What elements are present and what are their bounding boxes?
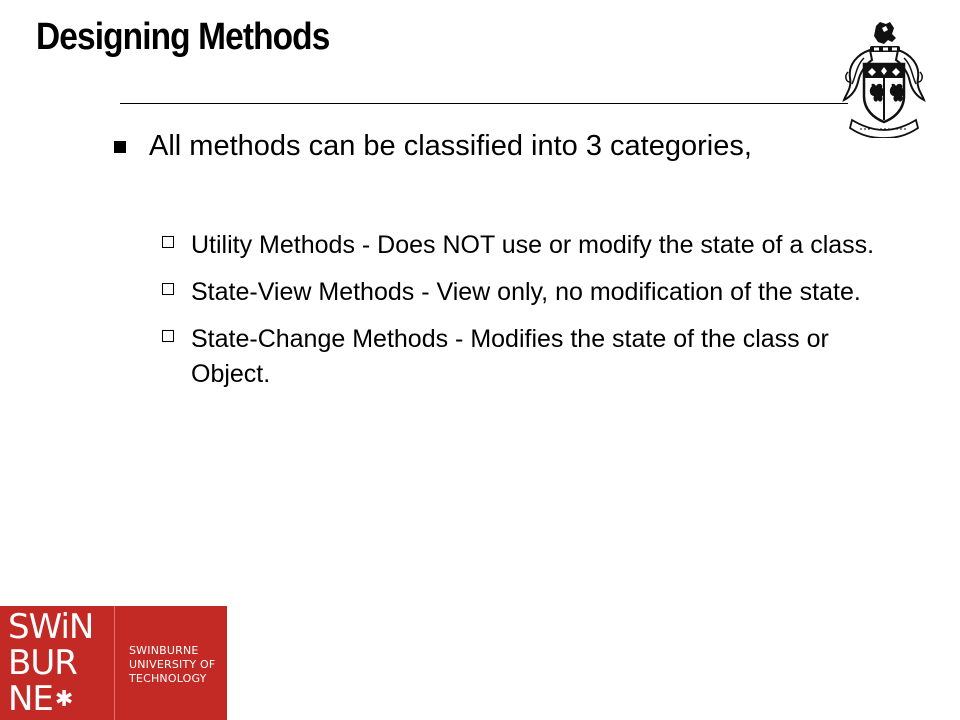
box-bullet-icon [162, 330, 174, 342]
box-bullet-icon [162, 283, 174, 295]
slide-title: Designing Methods [36, 16, 330, 58]
sub-bullet-item [161, 322, 901, 392]
main-bullet-text: All methods can be classified into 3 categories, [149, 130, 752, 162]
logo-name-line-2: UNIVERSITY OF [129, 658, 216, 671]
logo-star-icon: ✱ [54, 687, 73, 712]
logo-divider [114, 606, 115, 720]
swinburne-logo [0, 606, 227, 720]
university-crest-icon [842, 20, 926, 138]
logo-line-2: BUR [8, 643, 77, 683]
sub-bullet-text: State-View Methods - View only, no modification of the state. [191, 278, 861, 306]
main-bullet [114, 126, 834, 167]
sub-bullet-item [161, 228, 901, 263]
logo-name-line-3: TECHNOLOGY [129, 672, 207, 685]
logo-name-line-1: SWINBURNE [129, 644, 199, 657]
title-divider [120, 103, 848, 104]
logo-wordmark [0, 606, 115, 720]
logo-line-3-text: NE [8, 679, 53, 719]
logo-line-3 [8, 679, 73, 719]
logo-line-1: SWiN [8, 607, 94, 647]
square-bullet-icon [114, 141, 126, 153]
box-bullet-icon [162, 236, 174, 248]
logo-university-name [129, 644, 215, 686]
sub-bullet-list [161, 228, 901, 404]
sub-bullet-item [161, 275, 901, 310]
sub-bullet-text: State-Change Methods - Modifies the state of the class or Object. [191, 325, 829, 388]
sub-bullet-text: Utility Methods - Does NOT use or modify the state of a class. [191, 231, 875, 259]
